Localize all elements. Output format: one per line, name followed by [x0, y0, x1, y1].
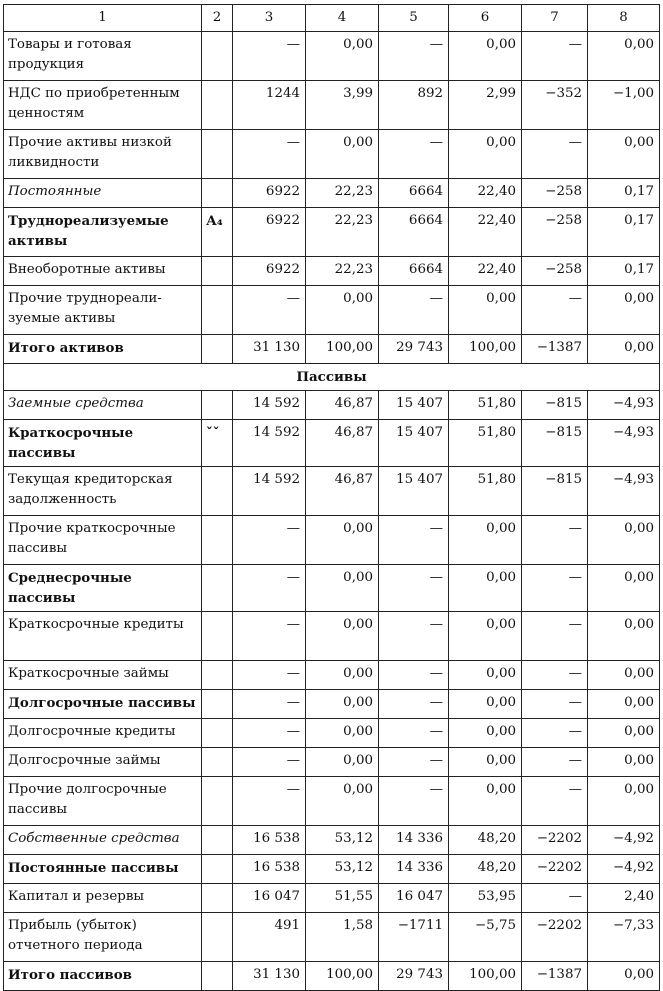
table-row — [4, 516, 660, 565]
value-col-7: −1387 — [522, 335, 588, 364]
value-col-4: 0,00 — [306, 130, 379, 179]
value-col-6: 0,00 — [449, 690, 522, 719]
value-col-6: 100,00 — [449, 962, 522, 991]
value-col-8: 0,00 — [588, 516, 660, 565]
value-col-6: 0,00 — [449, 130, 522, 179]
value-col-3: — — [233, 565, 306, 612]
value-col-8: 0,00 — [588, 748, 660, 777]
value-col-3: 6922 — [233, 257, 306, 286]
value-col-7: −1387 — [522, 962, 588, 991]
value-col-6: 48,20 — [449, 855, 522, 884]
value-col-8: 2,40 — [588, 884, 660, 913]
row-label: Краткосрочные займы — [4, 661, 202, 690]
col-header-5: 5 — [379, 5, 449, 32]
value-col-6: 51,80 — [449, 467, 522, 516]
value-col-5: 892 — [379, 81, 449, 130]
value-col-8: 0,00 — [588, 690, 660, 719]
value-col-5: 16 047 — [379, 884, 449, 913]
row-label: Товары и готовая продукция — [4, 32, 202, 81]
value-col-5: — — [379, 690, 449, 719]
value-col-6: 22,40 — [449, 257, 522, 286]
row-code — [202, 130, 233, 179]
col-header-1: 1 — [4, 5, 202, 32]
value-col-3: — — [233, 719, 306, 748]
value-col-7: −815 — [522, 391, 588, 420]
row-label: Прочие активы низкой ликвидности — [4, 130, 202, 179]
value-col-5: 29 743 — [379, 962, 449, 991]
value-col-7: — — [522, 130, 588, 179]
section-title: Пассивы — [4, 364, 660, 391]
row-label: Постоянные — [4, 179, 202, 208]
value-col-4: 51,55 — [306, 884, 379, 913]
value-col-6: 0,00 — [449, 32, 522, 81]
table-row — [4, 884, 660, 913]
value-col-8: −4,93 — [588, 420, 660, 467]
value-col-3: — — [233, 286, 306, 335]
value-col-4: 3,99 — [306, 81, 379, 130]
value-col-4: 0,00 — [306, 612, 379, 661]
value-col-8: −7,33 — [588, 913, 660, 962]
value-col-5: — — [379, 565, 449, 612]
col-header-8: 8 — [588, 5, 660, 32]
value-col-5: 15 407 — [379, 467, 449, 516]
table-row — [4, 661, 660, 690]
value-col-4: 46,87 — [306, 420, 379, 467]
table-row — [4, 208, 660, 257]
value-col-3: 14 592 — [233, 420, 306, 467]
table-row — [4, 391, 660, 420]
header-row — [4, 5, 660, 32]
row-code — [202, 855, 233, 884]
value-col-7: — — [522, 32, 588, 81]
table-row — [4, 777, 660, 826]
value-col-7: — — [522, 719, 588, 748]
value-col-7: −2202 — [522, 826, 588, 855]
table-row — [4, 335, 660, 364]
row-label: Долгосрочные кредиты — [4, 719, 202, 748]
row-code — [202, 565, 233, 612]
value-col-8: 0,00 — [588, 661, 660, 690]
value-col-8: 0,00 — [588, 130, 660, 179]
value-col-5: 14 336 — [379, 855, 449, 884]
value-col-6: 0,00 — [449, 719, 522, 748]
value-col-5: 6664 — [379, 179, 449, 208]
row-label: Прочие труднореали-зуемые активы — [4, 286, 202, 335]
row-code — [202, 690, 233, 719]
row-label: Прочие краткосрочные пассивы — [4, 516, 202, 565]
value-col-4: 0,00 — [306, 777, 379, 826]
value-col-6: 100,00 — [449, 335, 522, 364]
row-code — [202, 612, 233, 661]
value-col-3: 1244 — [233, 81, 306, 130]
value-col-3: — — [233, 748, 306, 777]
value-col-4: 53,12 — [306, 855, 379, 884]
row-label: Текущая кредиторская задолженность — [4, 467, 202, 516]
col-header-4: 4 — [306, 5, 379, 32]
row-code — [202, 257, 233, 286]
row-label: НДС по приобретенным ценностям — [4, 81, 202, 130]
value-col-4: 0,00 — [306, 516, 379, 565]
value-col-6: 0,00 — [449, 612, 522, 661]
value-col-3: — — [233, 32, 306, 81]
row-code — [202, 719, 233, 748]
value-col-6: 0,00 — [449, 748, 522, 777]
value-col-8: 0,17 — [588, 257, 660, 286]
row-code — [202, 32, 233, 81]
value-col-6: −5,75 — [449, 913, 522, 962]
value-col-7: −2202 — [522, 855, 588, 884]
value-col-5: — — [379, 719, 449, 748]
value-col-5: — — [379, 612, 449, 661]
value-col-4: 22,23 — [306, 208, 379, 257]
value-col-4: 0,00 — [306, 32, 379, 81]
value-col-6: 0,00 — [449, 777, 522, 826]
row-label: Заемные средства — [4, 391, 202, 420]
row-label: Долгосрочные займы — [4, 748, 202, 777]
row-label: Итого активов — [4, 335, 202, 364]
value-col-7: −258 — [522, 208, 588, 257]
value-col-8: 0,00 — [588, 565, 660, 612]
value-col-3: 31 130 — [233, 335, 306, 364]
value-col-7: −2202 — [522, 913, 588, 962]
row-code — [202, 179, 233, 208]
value-col-4: 46,87 — [306, 391, 379, 420]
row-label: Прибыль (убыток) отчетного периода — [4, 913, 202, 962]
value-col-3: 491 — [233, 913, 306, 962]
row-code — [202, 826, 233, 855]
balance-liquidity-table — [3, 4, 660, 991]
table-row — [4, 420, 660, 467]
value-col-7: — — [522, 661, 588, 690]
value-col-5: 15 407 — [379, 391, 449, 420]
value-col-7: — — [522, 884, 588, 913]
value-col-3: 16 047 — [233, 884, 306, 913]
value-col-6: 53,95 — [449, 884, 522, 913]
table-row — [4, 690, 660, 719]
value-col-7: −258 — [522, 257, 588, 286]
row-label: Труднореализуемые активы — [4, 208, 202, 257]
value-col-5: 6664 — [379, 208, 449, 257]
row-code — [202, 391, 233, 420]
value-col-4: 100,00 — [306, 962, 379, 991]
row-code — [202, 661, 233, 690]
value-col-4: 0,00 — [306, 565, 379, 612]
value-col-7: −815 — [522, 420, 588, 467]
value-col-3: — — [233, 690, 306, 719]
value-col-5: 15 407 — [379, 420, 449, 467]
value-col-8: 0,00 — [588, 612, 660, 661]
value-col-3: 6922 — [233, 208, 306, 257]
value-col-3: 16 538 — [233, 826, 306, 855]
row-label: Собственные средства — [4, 826, 202, 855]
value-col-8: −4,93 — [588, 391, 660, 420]
value-col-6: 0,00 — [449, 516, 522, 565]
value-col-7: −352 — [522, 81, 588, 130]
value-col-5: 6664 — [379, 257, 449, 286]
section-row — [4, 364, 660, 391]
value-col-5: — — [379, 748, 449, 777]
value-col-5: — — [379, 32, 449, 81]
row-label: Внеоборотные активы — [4, 257, 202, 286]
row-label: Краткосрочные пассивы — [4, 420, 202, 467]
row-code — [202, 81, 233, 130]
table-row — [4, 179, 660, 208]
value-col-4: 0,00 — [306, 719, 379, 748]
table-row — [4, 913, 660, 962]
value-col-7: −258 — [522, 179, 588, 208]
value-col-6: 0,00 — [449, 286, 522, 335]
row-code — [202, 962, 233, 991]
value-col-4: 0,00 — [306, 748, 379, 777]
value-col-5: — — [379, 661, 449, 690]
assets-section — [4, 32, 660, 364]
value-col-7: −815 — [522, 467, 588, 516]
value-col-8: 0,17 — [588, 179, 660, 208]
row-code — [202, 286, 233, 335]
row-code — [202, 748, 233, 777]
liabilities-header — [4, 364, 660, 391]
value-col-4: 22,23 — [306, 257, 379, 286]
value-col-3: — — [233, 661, 306, 690]
value-col-3: — — [233, 130, 306, 179]
table-row — [4, 81, 660, 130]
value-col-8: 0,00 — [588, 719, 660, 748]
row-code — [202, 516, 233, 565]
value-col-8: 0,00 — [588, 32, 660, 81]
value-col-5: — — [379, 286, 449, 335]
value-col-4: 0,00 — [306, 690, 379, 719]
table-row — [4, 257, 660, 286]
value-col-6: 0,00 — [449, 661, 522, 690]
row-code: ˇˇ — [202, 420, 233, 467]
value-col-6: 51,80 — [449, 420, 522, 467]
table-row — [4, 565, 660, 612]
row-code: А₄ — [202, 208, 233, 257]
value-col-8: 0,00 — [588, 777, 660, 826]
value-col-4: 100,00 — [306, 335, 379, 364]
value-col-4: 0,00 — [306, 661, 379, 690]
value-col-8: 0,17 — [588, 208, 660, 257]
row-code — [202, 777, 233, 826]
table-row — [4, 130, 660, 179]
value-col-4: 1,58 — [306, 913, 379, 962]
value-col-3: — — [233, 777, 306, 826]
row-code — [202, 467, 233, 516]
col-header-6: 6 — [449, 5, 522, 32]
col-header-7: 7 — [522, 5, 588, 32]
value-col-4: 22,23 — [306, 179, 379, 208]
value-col-6: 0,00 — [449, 565, 522, 612]
row-code — [202, 884, 233, 913]
row-label: Прочие долгосрочные пассивы — [4, 777, 202, 826]
col-header-2: 2 — [202, 5, 233, 32]
liabilities-section — [4, 391, 660, 991]
table-row — [4, 719, 660, 748]
value-col-3: — — [233, 516, 306, 565]
value-col-6: 51,80 — [449, 391, 522, 420]
value-col-8: 0,00 — [588, 962, 660, 991]
value-col-8: 0,00 — [588, 286, 660, 335]
row-label: Итого пассивов — [4, 962, 202, 991]
value-col-7: — — [522, 777, 588, 826]
value-col-7: — — [522, 565, 588, 612]
value-col-7: — — [522, 748, 588, 777]
value-col-3: 16 538 — [233, 855, 306, 884]
table-row — [4, 962, 660, 991]
table-row — [4, 748, 660, 777]
table-row — [4, 32, 660, 81]
value-col-7: — — [522, 612, 588, 661]
table-row — [4, 826, 660, 855]
value-col-6: 22,40 — [449, 208, 522, 257]
table-row — [4, 467, 660, 516]
value-col-4: 53,12 — [306, 826, 379, 855]
value-col-6: 22,40 — [449, 179, 522, 208]
table-row — [4, 855, 660, 884]
value-col-7: — — [522, 516, 588, 565]
row-label: Краткосрочные кредиты — [4, 612, 202, 661]
row-label: Капитал и резервы — [4, 884, 202, 913]
value-col-6: 48,20 — [449, 826, 522, 855]
value-col-3: 6922 — [233, 179, 306, 208]
table-row — [4, 612, 660, 661]
value-col-5: — — [379, 777, 449, 826]
value-col-8: −4,92 — [588, 826, 660, 855]
value-col-5: — — [379, 130, 449, 179]
value-col-3: 14 592 — [233, 391, 306, 420]
value-col-7: — — [522, 690, 588, 719]
value-col-8: −1,00 — [588, 81, 660, 130]
value-col-4: 0,00 — [306, 286, 379, 335]
value-col-5: — — [379, 516, 449, 565]
value-col-5: 14 336 — [379, 826, 449, 855]
row-code — [202, 913, 233, 962]
value-col-8: 0,00 — [588, 335, 660, 364]
row-label: Среднесрочные пассивы — [4, 565, 202, 612]
row-code — [202, 335, 233, 364]
row-label: Постоянные пассивы — [4, 855, 202, 884]
col-header-3: 3 — [233, 5, 306, 32]
value-col-7: — — [522, 286, 588, 335]
value-col-8: −4,92 — [588, 855, 660, 884]
value-col-3: — — [233, 612, 306, 661]
value-col-8: −4,93 — [588, 467, 660, 516]
row-label: Долгосрочные пассивы — [4, 690, 202, 719]
value-col-6: 2,99 — [449, 81, 522, 130]
value-col-4: 46,87 — [306, 467, 379, 516]
value-col-3: 31 130 — [233, 962, 306, 991]
value-col-3: 14 592 — [233, 467, 306, 516]
value-col-5: −1711 — [379, 913, 449, 962]
table-row — [4, 286, 660, 335]
value-col-5: 29 743 — [379, 335, 449, 364]
